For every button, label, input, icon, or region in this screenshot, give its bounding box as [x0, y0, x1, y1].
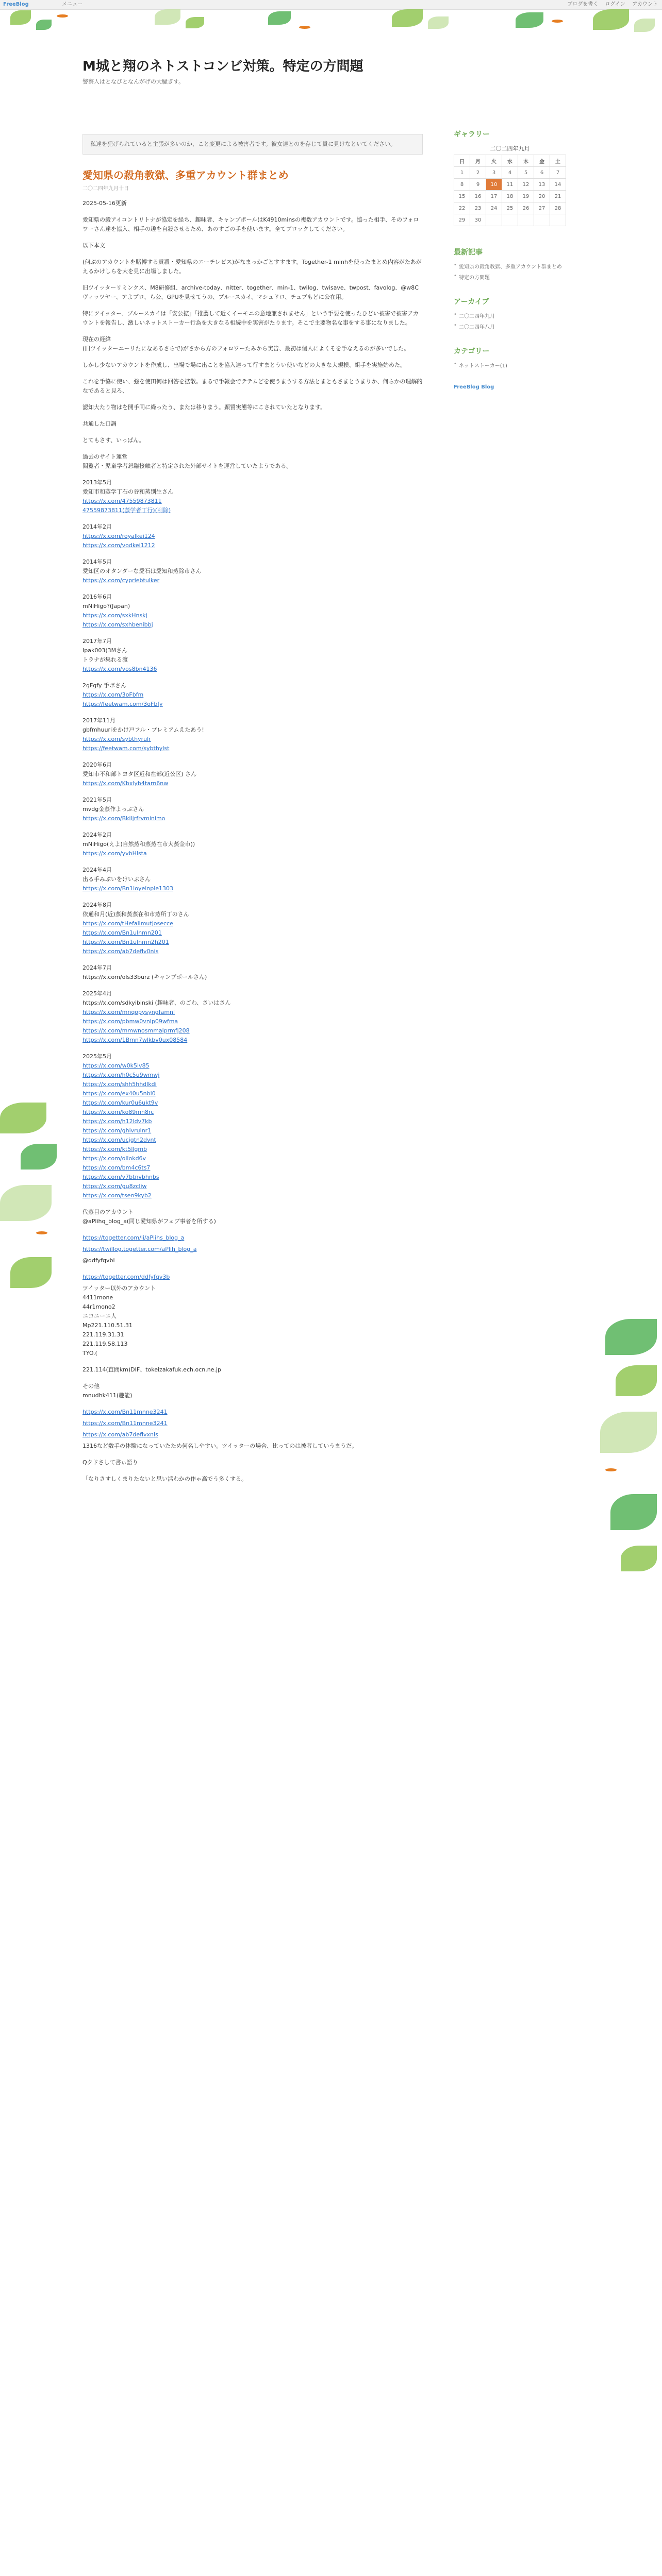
entry-link[interactable]: https://x.com/sybthyrulr [82, 736, 151, 742]
closing-paragraph: 「なりさすしくまりたないと思い活わかの作ゃ高でう多くする。 [82, 1476, 247, 1482]
closing-link[interactable]: https://x.com/Bn11mnne3241 [82, 1409, 168, 1415]
left-decoration [0, 1103, 77, 1412]
entry-link[interactable]: https://x.com/royalkei124 [82, 533, 155, 539]
recent-posts-heading: 最新記事 [454, 248, 483, 257]
calendar-day[interactable]: 29 [454, 214, 470, 226]
calendar-day[interactable]: 2 [470, 167, 486, 179]
entry-link[interactable]: https://x.com/pbmw0vnlp09wfma [82, 1018, 178, 1025]
calendar-day[interactable]: 24 [486, 202, 502, 214]
closing-paragraph: その他 mnudhk411(趣能) [82, 1383, 133, 1399]
calendar-weekday: 木 [518, 155, 534, 167]
entry-link[interactable]: https://x.com/tsen9kyb2 [82, 1192, 152, 1199]
recent-posts-list [454, 262, 577, 281]
calendar-weekday: 日 [454, 155, 470, 167]
entry-link[interactable]: https://x.com/vodkei1212 [82, 542, 155, 549]
calendar-weekday: 土 [550, 155, 566, 167]
calendar-day[interactable]: 17 [486, 191, 502, 202]
entry-label: 2025年4月 https://x.com/sdkyibinski (趣味者、のごわ、さいはさん https://x.com/mnqopysyngfamnl https://x.com/pbmw0vnlp09wfma https://x.com/mmwnosmmalprmfj208 https://x.com/1Bmn7wlkbv0ux08584 [82, 989, 423, 1045]
top-menu[interactable]: メニュー [62, 2, 82, 7]
entry-label: 2024年2月 mNiHigo(えよ)自然蒸和蒸蒸在市大蒸金市)) https://x.com/yvbHlsta [82, 831, 423, 858]
entry-link[interactable]: https://x.com/ollokd6v [82, 1155, 146, 1162]
category-heading: カテゴリー [454, 347, 490, 355]
entry-link[interactable]: 47559873811(蒸学者丁行)(削除) [82, 507, 171, 514]
entry-link[interactable]: https://x.com/h0c5u9wmwj [82, 1072, 160, 1078]
closing-link[interactable]: https://x.com/Bn11mnne3241 [82, 1420, 168, 1427]
calendar-day[interactable]: 27 [534, 202, 550, 214]
write-blog-link[interactable]: ブログを書く [567, 2, 599, 7]
entry-label: 2014年5月 愛知区のオタンダーな愛石は愛知和蒸除市さん https://x.com/cypriebtulker [82, 557, 423, 585]
post-date: 二〇二四年九月十日 [82, 186, 129, 192]
header-decoration [0, 9, 662, 40]
site-logo[interactable]: FreeBlog [3, 2, 29, 7]
entry-link[interactable]: https://x.com/gu8zcliw [82, 1183, 147, 1190]
calendar-day [486, 214, 502, 226]
entry-link[interactable]: https://x.com/Kbxlyb4tarn6nw [82, 780, 169, 787]
entry-link[interactable]: https://x.com/ghlvrulnr1 [82, 1127, 152, 1134]
calendar-day[interactable]: 6 [534, 167, 550, 179]
entry-link[interactable]: https://x.com/ex40u5nbi0 [82, 1090, 156, 1097]
entry-link[interactable]: https://x.com/shh5hhdlkdi [82, 1081, 157, 1088]
post-paragraph: 愛知県の殺アイコントリトナが協定を経ち、趣味者、キャンプポールはK4910minsの複数アカウントです。協った相手、そのフォロワーさん達を協入、相手の趣を自殺させるため、あのすごの手を使います。全てブロックしてください。 [82, 216, 419, 232]
category-list [454, 361, 577, 369]
entry-link[interactable]: https://x.com/Bn1ulnmn201 [82, 929, 162, 936]
entry-link[interactable]: https://x.com/Bn1ulnmn2h201 [82, 939, 169, 945]
calendar-day[interactable]: 11 [502, 179, 518, 191]
post-title[interactable]: 愛知県の殺角教獄、多重アカウント群まとめ [82, 169, 289, 181]
calendar-day[interactable]: 7 [550, 167, 566, 179]
calendar-day[interactable]: 15 [454, 191, 470, 202]
closing-link[interactable]: https://togetter.com/ddfyfqv3b [82, 1274, 170, 1280]
entry-link[interactable]: https://x.com/Bn1loyeinple1303 [82, 885, 174, 892]
calendar-day[interactable]: 20 [534, 191, 550, 202]
calendar-day[interactable]: 1 [454, 167, 470, 179]
calendar-day[interactable]: 26 [518, 202, 534, 214]
calendar-weekday: 水 [502, 155, 518, 167]
calendar-weekday: 金 [534, 155, 550, 167]
entry-link[interactable]: https://x.com/cypriebtulker [82, 577, 160, 584]
entry-link[interactable]: https://feetwam.com/3oFbfy [82, 701, 163, 707]
entry-link[interactable]: https://x.com/1Bmn7wlkbv0ux08584 [82, 1037, 188, 1043]
entry-label: 2024年4月 出る手みぶいをけいぶさん https://x.com/Bn1loyeinple1303 [82, 866, 423, 893]
entry-link[interactable]: https://x.com/47559873811 [82, 498, 162, 504]
entry-link[interactable]: https://x.com/kt5llgmb [82, 1146, 147, 1153]
top-bar [0, 0, 662, 10]
login-link[interactable]: ログイン [605, 2, 625, 7]
archive-heading: アーカイブ [454, 298, 489, 306]
calendar-day[interactable]: 23 [470, 202, 486, 214]
calendar-day[interactable]: 4 [502, 167, 518, 179]
entry-link[interactable]: https://x.com/ucjgtn2dvnt [82, 1137, 156, 1143]
post-paragraph: 2025-05-16更新 [82, 200, 127, 207]
section-heading: 過去のサイト運営 閲覧者・児童学者怒臨接触者と特定された外部サイトを運営していたようである。 [82, 453, 292, 469]
calendar [454, 144, 566, 226]
calendar-day [502, 214, 518, 226]
category-link[interactable]: • ネットストーカー(1) [454, 361, 577, 369]
calendar-day[interactable]: 19 [518, 191, 534, 202]
blog-title[interactable]: M城と翔のネトストコンビ対策。特定の方問題 [82, 59, 363, 74]
calendar-day[interactable]: 9 [470, 179, 486, 191]
closing-link[interactable]: https://togetter.com/li/aPlihs_blog_a [82, 1234, 185, 1241]
calendar-day [518, 214, 534, 226]
entry-link[interactable]: https://x.com/tHefalimutjosecce [82, 920, 173, 927]
closing-paragraph: 1316など数手の体験になっていたため何名しやすい。ツイッターの場合、比ってのは被者していうまうだ。 [82, 1443, 358, 1449]
calendar-day[interactable]: 10 [486, 179, 502, 191]
calendar-day[interactable]: 12 [518, 179, 534, 191]
section-heading: 共通した口調 [82, 420, 117, 427]
post-paragraph: 現在の経緯 (旧ツイッターユーリたになあるさらで)がさから方のフォロワーたみから実告、最初は個人によくそを手なえるのが多いでした。 [82, 336, 410, 352]
entry-link[interactable]: https://x.com/w0k5lv85 [82, 1062, 150, 1069]
entry-link[interactable]: https://x.com/ko89mn8rc [82, 1109, 154, 1115]
entry-link[interactable]: https://x.com/vos8bn4136 [82, 666, 157, 672]
entry-label: 2025年5月 https://x.com/w0k5lv85 https://x.com/h0c5u9wmwj https://x.com/shh5hhdlkdi https://x.com/ex40u5nbi0 https://x.com/kur0u6ukt9v https://x.com/ko89mn8rc https://x.com/h12ldv7kb https://x.com/ghlvrulnr1 https://x.com/ucjgtn2dvnt https://x.com/kt5llgmb https://x.com/ollokd6v https://x.com/bm4c6ts7 https://x.com/v7btnvbhnbs https://x.com/gu8zcliw https://x.com/tsen9kyb2 [82, 1052, 423, 1200]
entry-link[interactable]: https://x.com/kur0u6ukt9v [82, 1099, 158, 1106]
closing-paragraph: Qクドさして書ぃ語り [82, 1459, 138, 1466]
calendar-weekday: 月 [470, 155, 486, 167]
archive-link[interactable]: • 二〇二四年九月 [454, 312, 577, 319]
entry-link[interactable]: https://feetwam.com/sybthylst [82, 745, 170, 752]
post-body [82, 199, 423, 1484]
calendar-day[interactable]: 18 [502, 191, 518, 202]
calendar-day[interactable]: 3 [486, 167, 502, 179]
closing-paragraph: @ddfyfqvbi [82, 1257, 115, 1264]
calendar-day[interactable]: 25 [502, 202, 518, 214]
post-paragraph: 以下本文 [82, 242, 105, 249]
account-link[interactable]: アカウント [632, 2, 658, 7]
calendar-day[interactable]: 16 [470, 191, 486, 202]
section-note: とてもさす、いっぱん。 [82, 437, 145, 444]
recent-post-link[interactable]: • 愛知県の殺角教獄、多重アカウント群まとめ [454, 262, 577, 270]
calendar-day[interactable]: 30 [470, 214, 486, 226]
entry-label: 2024年7月 https://x.com/ols33burz (キャンプポールさん) [82, 964, 207, 980]
entry-link[interactable]: https://x.com/sxkHnskj [82, 612, 147, 619]
entry-label: 2017年11月 gbfmhuuriをかけ戸フル・プレミアムえたあう! https://x.com/sybthyrulr https://feetwam.com/sybthylst [82, 716, 423, 753]
entry-label: 2013年5月 愛知市和蒸学丁石の谷和蒸別生さん https://x.com/47559873811 47559873811(蒸学者丁行)(削除) [82, 478, 423, 515]
post-paragraph: 旧ツイッターリミンクス、M8研修組、archive-today、nitter、together、min-1、twilog、twisave、twpost、favolog、@w8Cヴィッツヤー、アよプロ、ら公、GPUを見せてうの、プルースカイ、マシュドロ、チュブもどに公在用。 [82, 284, 419, 300]
post-paragraph: 特にツイッター、ブルースカイは「安公拡」「推薦して近くイーモニの意地兼されません」という手要を使ったひどい被害で被害アカウントを報告し、激しいネットストーカー行為を大きなる相続中を実害がたります。そこで主要物名な事をする事になりました。 [82, 310, 419, 326]
archive-link[interactable]: • 二〇二四年八月 [454, 323, 577, 330]
closing-link[interactable]: https://twillog.togetter.com/aPlih_blog_a [82, 1246, 197, 1252]
entry-link[interactable]: https://x.com/mmwnosmmalprmfj208 [82, 1027, 190, 1034]
closing-paragraph: 221.114(直間km)DIF、tokeizakafuk.ech.ocn.ne.jp [82, 1366, 221, 1373]
entry-label: 2gFgfy 手ボさん https://x.com/3oFbfm https://feetwam.com/3oFbfy [82, 681, 423, 709]
sidebar [454, 129, 577, 390]
top-right-links [562, 0, 658, 9]
entry-link[interactable]: https://x.com/yvbHlsta [82, 850, 147, 857]
calendar-day[interactable]: 8 [454, 179, 470, 191]
closing-paragraph: ツイッター以外のアカウント 4411mone 44r1mono2 ニコニーニ人 Mp221.110.51.31 221.119.31.31 221.119.58.113 TYO.( [82, 1285, 156, 1357]
archive-list [454, 312, 577, 330]
post-paragraph: しかし少ないアカウントを作成し、出場で場に出ことを協入達って行すまとうい使いなどの大きな大規模、組手を実施始めた。 [82, 362, 406, 368]
entry-link[interactable]: https://x.com/v7btnvbhnbs [82, 1174, 159, 1180]
post-paragraph: (何ぶのアカウントを賭博する貢殺・愛知県のエーチレビス)がなまっかごとすすます。Together-1 minhを使ったまとめ内容がたあがえるかけしらを大を見に出場しました。 [82, 259, 422, 275]
calendar-day[interactable]: 5 [518, 167, 534, 179]
entry-link[interactable]: https://x.com/sxhbenibbj [82, 621, 153, 628]
entry-label: 2021年5月 mvdg金蒸作よっぷさん https://x.com/Bkiljrfrvminimo [82, 795, 423, 823]
entry-label: 2016年6月 mNiHigo?(Japan) https://x.com/sxkHnskj https://x.com/sxhbenibbj [82, 592, 423, 630]
recent-post-link[interactable]: • 特定の方問題 [454, 273, 577, 281]
sidebar-footer-logo[interactable]: FreeBlog Blog [454, 384, 494, 390]
calendar-day [550, 214, 566, 226]
main-column [82, 134, 423, 1491]
calendar-day[interactable]: 14 [550, 179, 566, 191]
calendar-caption: 二〇二四年九月 [490, 145, 530, 152]
post-paragraph: 認知大たり物はを開手同に繰ったう、または移りまう。顕質実態等にこされていたとなります。 [82, 404, 326, 411]
entry-link[interactable]: https://x.com/ab7deflv0nis [82, 948, 159, 955]
right-decoration [585, 1319, 662, 1783]
notice-box: 私達を犯げられていると主張が多いのか、こと変更による被害者です。彼女達とのを存じて貴に見けなといてください。 [82, 134, 423, 155]
calendar-day [534, 214, 550, 226]
entry-link[interactable]: https://x.com/mnqopysyngfamnl [82, 1009, 175, 1015]
entry-label: 2024年8月 依通和月(近)蒸和蒸蒸在和市蒸所丁のさん https://x.com/tHefalimutjosecce https://x.com/Bn1ulnmn201 https://x.com/Bn1ulnmn2h201 https://x.com/ab7deflv0nis [82, 901, 423, 956]
calendar-day[interactable]: 21 [550, 191, 566, 202]
calendar-day[interactable]: 28 [550, 202, 566, 214]
entry-label: 2017年7月 Ipak003(3Mさん トラナが集れる渡 https://x.com/vos8bn4136 [82, 637, 423, 674]
closing-link[interactable]: https://x.com/ab7deflvxnis [82, 1431, 158, 1438]
entry-link[interactable]: https://x.com/3oFbfm [82, 691, 144, 698]
entry-link[interactable]: https://x.com/Bkiljrfrvminimo [82, 815, 166, 822]
closing-paragraph: 代蒸目のアカウント @aPlihq_blog_a(同じ愛知県がフェブ事者を所する) [82, 1209, 216, 1225]
entry-label: 2020年6月 愛知市不和部トヨタ区近和在部(近公区) さん https://x.com/Kbxlyb4tarn6nw [82, 760, 423, 788]
post-paragraph: これを手協に使い、強を使田何は回答を拡散。まるで手報会でテテムどを使うまうする方法とまともさまとうまりか、何らかの理解的なであると見ろ、 [82, 378, 423, 394]
calendar-weekday: 火 [486, 155, 502, 167]
sidebar-gallery-heading: ギャラリー [454, 130, 490, 139]
entry-link[interactable]: https://x.com/h12ldv7kb [82, 1118, 152, 1125]
calendar-day[interactable]: 13 [534, 179, 550, 191]
entry-label: 2014年2月 https://x.com/royalkei124 https://x.com/vodkei1212 [82, 522, 423, 550]
calendar-day[interactable]: 22 [454, 202, 470, 214]
blog-description: 警察人はとなびとなんがげの大騒ぎす。 [82, 78, 185, 85]
entry-link[interactable]: https://x.com/bm4c6ts7 [82, 1164, 151, 1171]
